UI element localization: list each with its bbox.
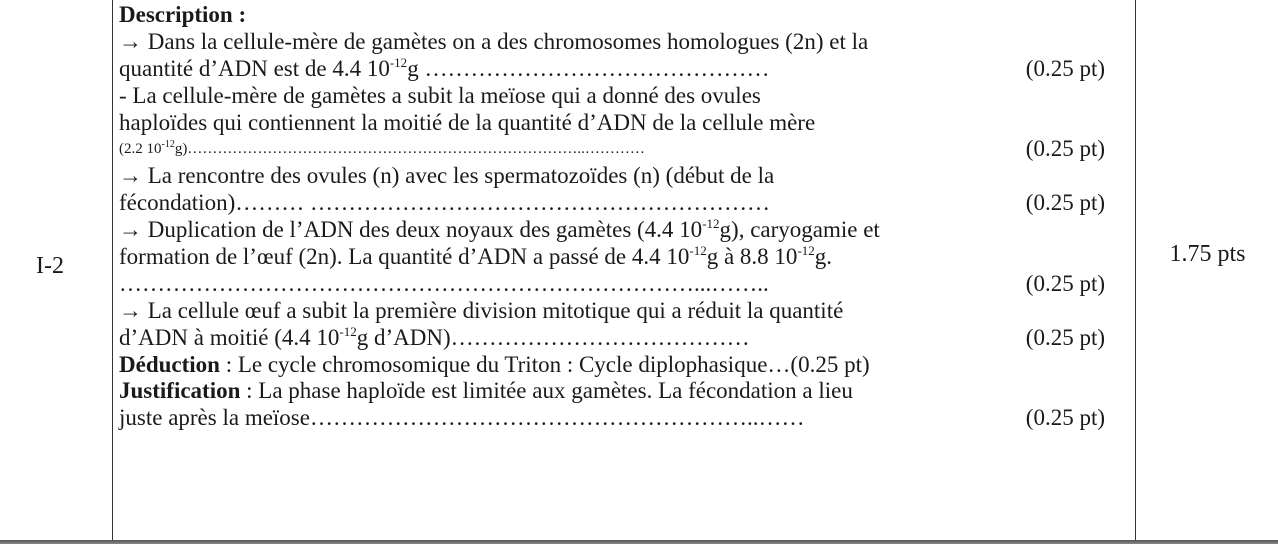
score-label: (0.25 pt): [1025, 270, 1105, 296]
content-line-6: → La rencontre des ovules (n) avec les spermatozoïdes (n) (début de la: [119, 163, 775, 189]
content-line-5: (2.2 $10^{-12}g)\dots\dots\dots\dots\dots\dots\dots\dots\dots\dots\dots\dots\dots\dots\dots\dots\dots\dots\dots\dots\dots\dots\dots\dots\dots\dots..\dots\dots\dots\dots$ (0.25 pt): [119, 136, 1105, 162]
justification-line: Justification : La phase haploïde est limitée aux gamètes. La fécondation a lieu: [119, 378, 853, 404]
score-label: (0.25 pt): [1025, 190, 1105, 216]
score-label: (0.25 pt): [1025, 405, 1105, 431]
content-line-2: quantité d’ADN est de 4.4 $10^{-12}g$ ……………………………………… (0.25 pt): [119, 54, 1105, 81]
content-line-1: → Dans la cellule-mère de gamètes on a des chromosomes homologues (2n) et la: [119, 28, 869, 54]
content-line-12: d’ADN à moitié (4.4 $10^{-12}g$ d’ADN)………………………………… (0.25 pt): [119, 323, 1105, 350]
content-line-15: juste après la meïose…………………………………………………..…… (0.25 pt): [119, 405, 1105, 431]
content-line-10: …………………………………………………………………...…….. (0.25 pt): [119, 270, 1105, 296]
question-number-cell: [0, 0, 112, 541]
points-cell: [1137, 0, 1278, 541]
justification-label: Justification: [119, 378, 241, 404]
content-line-8: → Duplication de l’ADN des deux noyaux des gamètes (4.4 $10^{-12}g$), caryogamie et: [119, 216, 880, 243]
table-bottom-border: [0, 540, 1278, 544]
description-heading: Description :: [119, 2, 247, 27]
content-line-7: fécondation)……… …………………………………………………… (0.25 pt): [119, 190, 1105, 216]
deduction-label: Déduction: [119, 351, 220, 377]
content-line-9: formation de l’œuf (2n). La quantité d’ADN a passé de 4.4 $10^{-12}g$ à 8.8 $10^{-12}g$.: [119, 243, 833, 270]
question-number: I-2: [36, 253, 64, 279]
content-line-11: → La cellule œuf a subit la première division mitotique qui a réduit la quantité: [119, 297, 844, 323]
score-label: (0.25 pt): [1025, 136, 1105, 162]
content-line-4: haploïdes qui contiennent la moitié de la quantité d’ADN de la cellule mère: [119, 109, 816, 135]
points-value: 1.75 pts: [1169, 241, 1246, 267]
deduction-line: Déduction : Le cycle chromosomique du Triton : Cycle diplophasique…(0.25 pt): [119, 351, 870, 377]
score-label: (0.25 pt): [1025, 324, 1105, 350]
content-line-3: - La cellule-mère de gamètes a subit la meïose qui a donné des ovules: [119, 82, 761, 108]
answer-content-cell: [112, 0, 1136, 541]
score-label: (0.25 pt): [1025, 55, 1105, 81]
